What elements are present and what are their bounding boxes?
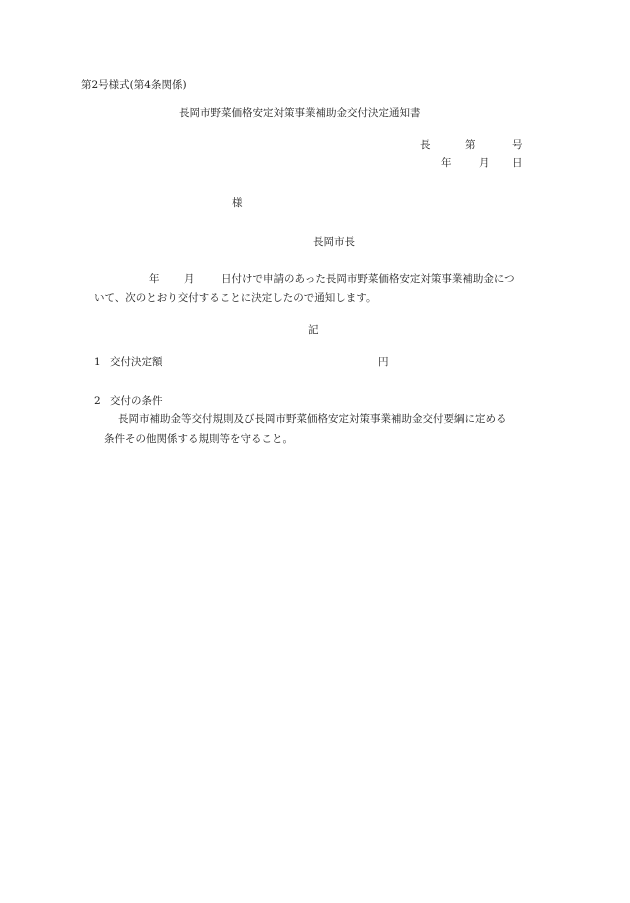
item-2-text-line-2: 条件その他関係する規則等を守ること。 <box>104 433 293 445</box>
item-2-number: 2 <box>94 395 101 407</box>
date-day: 日 <box>512 157 523 169</box>
item-2-text-line-1: 長岡市補助金等交付規則及び長岡市野菜価格安定対策事業補助金交付要綱に定める <box>118 413 507 425</box>
date-month: 月 <box>479 157 490 169</box>
body-line-1: 日付けで申請のあった長岡市野菜価格安定対策事業補助金につ <box>221 273 515 285</box>
form-number-label: 第2号様式(第4条関係) <box>81 79 187 91</box>
reference-dai: 第 <box>465 139 476 151</box>
addressee-suffix: 様 <box>232 197 243 209</box>
sender-name: 長岡市長 <box>313 236 355 248</box>
reference-cho: 長 <box>420 139 431 151</box>
ki-heading: 記 <box>308 324 319 336</box>
item-1-label: 交付決定額 <box>110 356 163 368</box>
date-year: 年 <box>441 157 452 169</box>
item-1-unit: 円 <box>378 356 389 368</box>
body-line-2: いて、次のとおり交付することに決定したので通知します。 <box>94 292 377 304</box>
document-title: 長岡市野菜価格安定対策事業補助金交付決定通知書 <box>179 107 421 119</box>
reference-go: 号 <box>512 139 523 151</box>
body-month: 月 <box>184 273 195 285</box>
item-2-label: 交付の条件 <box>110 395 163 407</box>
item-1-number: 1 <box>94 356 101 368</box>
body-year: 年 <box>149 273 160 285</box>
